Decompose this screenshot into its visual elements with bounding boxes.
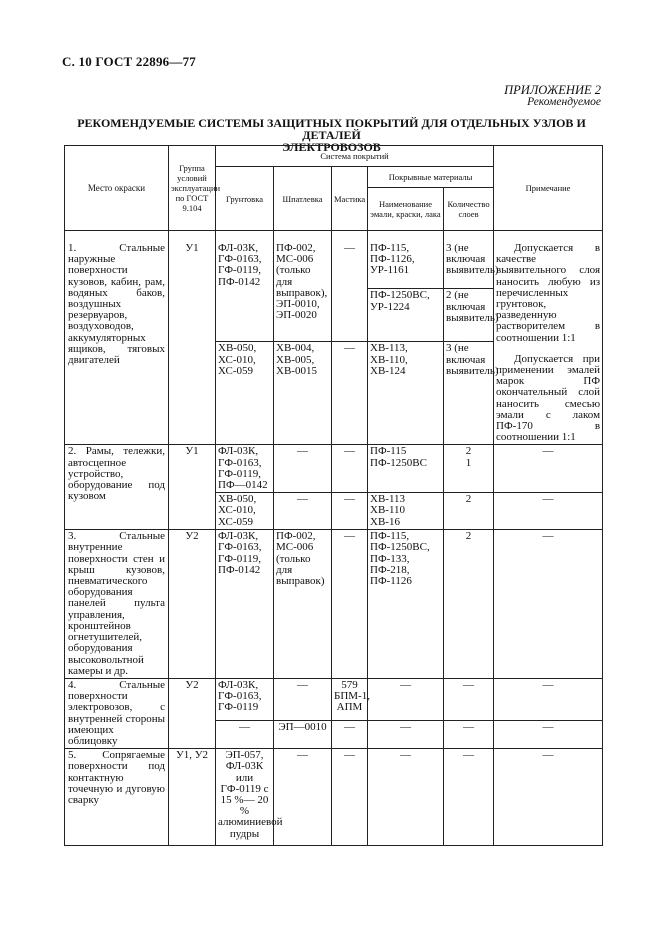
row1-putty-a: ПФ-002, МС-006 (только для выправок), ЭП-0010, ЭП-0020 <box>274 231 332 342</box>
row1-enamel-b: ХВ-113, ХВ-110, ХВ-124 <box>368 342 444 445</box>
row2-mastic-b: — <box>332 493 368 530</box>
col-header-group: Группа условий эксплуатации по ГОСТ 9.104 <box>169 146 216 231</box>
row2-layers-a: 2 1 <box>444 445 494 493</box>
row1-enamel-1: ПФ-115, ПФ-1126, УР-1161 <box>368 231 444 289</box>
row5-layers: — <box>444 749 494 846</box>
row4-mastic-b: — <box>332 720 368 748</box>
row3-group: У2 <box>169 530 216 679</box>
row4-enamel-a: — <box>368 678 444 720</box>
row1-mastic-b: — <box>332 342 368 445</box>
row4-putty-b: ЭП—0010 <box>274 720 332 748</box>
appendix-status: Рекомендуемое <box>527 96 601 108</box>
col-header-place: Место окраски <box>65 146 169 231</box>
row1-primer-b: ХВ-050, ХС-010, ХС-059 <box>216 342 274 445</box>
row1-layers-1: 3 (не включая выявитель) <box>444 231 494 289</box>
row2-enamel-a: ПФ-115 ПФ-1250ВС <box>368 445 444 493</box>
row1-mastic-a: — <box>332 231 368 342</box>
row4-layers-a: — <box>444 678 494 720</box>
appendix-label-block <box>504 84 601 108</box>
header-row-1 <box>65 146 603 167</box>
col-header-mastic: Мастика <box>332 167 368 231</box>
col-header-enamel: Наименование эмали, краски, лака <box>368 188 444 231</box>
row4-note-b: — <box>494 720 603 748</box>
row3-enamel: ПФ-115, ПФ-1250ВС, ПФ-133, ПФ-218, ПФ-1126 <box>368 530 444 679</box>
row3-mastic: — <box>332 530 368 679</box>
row3-note: — <box>494 530 603 679</box>
row5-putty: — <box>274 749 332 846</box>
row4-layers-b: — <box>444 720 494 748</box>
table-row <box>65 678 603 720</box>
row1-enamel-2: ПФ-1250ВС, УР-1224 <box>368 289 444 342</box>
col-header-coating: Покрывные материалы <box>368 167 494 188</box>
row2-putty-b: — <box>274 493 332 530</box>
page-header: С. 10 ГОСТ 22896—77 <box>62 54 196 69</box>
title-line-1: РЕКОМЕНДУЕМЫЕ СИСТЕМЫ ЗАЩИТНЫХ ПОКРЫТИЙ ДЛЯ ОТДЕЛЬНЫХ УЗЛОВ И ДЕТАЛЕЙ <box>77 116 586 142</box>
row4-primer-a: ФЛ-03К, ГФ-0163, ГФ-0119 <box>216 678 274 720</box>
table-row <box>65 445 603 493</box>
row3-layers: 2 <box>444 530 494 679</box>
row1-primer-a: ФЛ-03К, ГФ-0163, ГФ-0119, ПФ-0142 <box>216 231 274 342</box>
row5-note: — <box>494 749 603 846</box>
row5-primer: ЭП-057, ФЛ-03К или ГФ-0119 с 15 %— 20 % алюминиевой пудры <box>216 749 274 846</box>
row1-group: У1 <box>169 231 216 445</box>
row1-note <box>494 231 603 445</box>
table-row <box>65 231 603 289</box>
row2-note-a: — <box>494 445 603 493</box>
row2-note-b: — <box>494 493 603 530</box>
row4-note-a: — <box>494 678 603 720</box>
row4-place: 4. Стальные поверхности электровозов, с внутренней стороны имеющих облицовку <box>65 678 169 748</box>
row5-enamel: — <box>368 749 444 846</box>
col-header-system: Система покрытий <box>216 146 494 167</box>
row2-primer-b: ХВ-050, ХС-010, ХС-059 <box>216 493 274 530</box>
row5-mastic: — <box>332 749 368 846</box>
row4-group: У2 <box>169 678 216 748</box>
row2-enamel-b: ХВ-113 ХВ-110 ХВ-16 <box>368 493 444 530</box>
row4-primer-b: — <box>216 720 274 748</box>
appendix-label: ПРИЛОЖЕНИЕ 2 <box>504 83 601 97</box>
row5-place: 5. Сопрягаемые поверхности под контактную точечную и дуговую сварку <box>65 749 169 846</box>
col-header-putty: Шпатлевка <box>274 167 332 231</box>
row4-putty-a: — <box>274 678 332 720</box>
title-line-2: ЭЛЕКТРОВОЗОВ <box>282 140 381 154</box>
col-header-primer: Грунтовка <box>216 167 274 231</box>
row4-enamel-b: — <box>368 720 444 748</box>
row2-layers-b: 2 <box>444 493 494 530</box>
row2-place: 2. Рамы, тележки, автосцепное устройство, оборудование под кузовом <box>65 445 169 530</box>
row3-putty: ПФ-002, МС-006 (только для выправок) <box>274 530 332 679</box>
row2-primer-a: ФЛ-03К, ГФ-0163, ГФ-0119, ПФ—0142 <box>216 445 274 493</box>
row1-layers-b: 3 (не включая выявитель) <box>444 342 494 445</box>
row2-mastic-a: — <box>332 445 368 493</box>
table-row <box>65 749 603 846</box>
row3-primer: ФЛ-03К, ГФ-0163, ГФ-0119, ПФ-0142 <box>216 530 274 679</box>
col-header-layers: Количество слоев <box>444 188 494 231</box>
row4-mastic-a: 579 БПМ-1, АПМ <box>332 678 368 720</box>
row5-group: У1, У2 <box>169 749 216 846</box>
row1-putty-b: ХВ-004, ХВ-005, ХВ-0015 <box>274 342 332 445</box>
coating-systems-table <box>64 145 603 846</box>
row1-place: 1. Стальные наружные поверхности кузовов, кабин, рам, водяных баков, воздушных резервуаров, воздуховодов, аккумуляторных ящиков, тяговых двигателей <box>65 231 169 445</box>
row1-note-1: Допускается в качестве выявительного слоя наносить любую из перечисленных грунтовок, разведенную растворителем в соотношении 1:1 <box>496 242 601 344</box>
row1-note-2: Допускается при применении эмалей марок ПФ окончательный слой наносить смесью эмали с лаком ПФ-170 в соотношении 1:1 <box>496 352 601 444</box>
row3-place: 3. Стальные внутренние поверхности стен и крыш кузовов, пневматического оборудования панелей пульта управления, кронштейнов огнетушителей, оборудования высоковольтной камеры и др. <box>65 530 169 679</box>
col-header-note: Примечание <box>494 146 603 231</box>
table-row <box>65 530 603 679</box>
row2-group: У1 <box>169 445 216 530</box>
row2-putty-a: — <box>274 445 332 493</box>
row1-layers-2: 2 (не включая выявитель) <box>444 289 494 342</box>
